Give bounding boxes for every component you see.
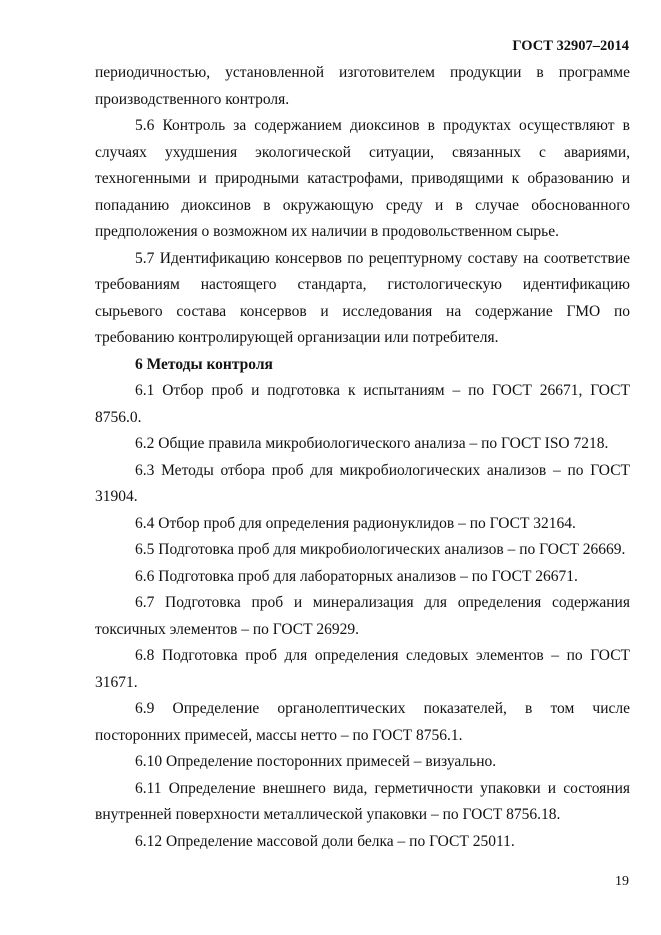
paragraph-6-6: 6.6 Подготовка проб для лабораторных анализов – по ГОСТ 26671. xyxy=(135,567,578,585)
paragraph-6-5: 6.5 Подготовка проб для микробиологических анализов – по ГОСТ 26669. xyxy=(135,541,626,558)
section-heading: 6 Методы контроля xyxy=(135,355,273,373)
paragraph-6-9: 6.9 Определение органолептических показателей, в том числе посторонних примесей, массы нетто – по ГОСТ 8756.1. xyxy=(95,700,630,744)
paragraph-6-7: 6.7 Подготовка проб и минерализация для определения содержания токсичных элементов – по ГОСТ 26929. xyxy=(95,594,630,638)
paragraph-5-7: 5.7 Идентификацию консервов по рецептурному составу на соответствие требованиям настоящего стандарта, гистологическую идентификацию сырьевого состава консервов и исследования на содержание ГМО по требованию контролирующей организации или потребителя. xyxy=(95,249,630,346)
document-body xyxy=(95,60,630,855)
paragraph-6-8: 6.8 Подготовка проб для определения следовых элементов – по ГОСТ 31671. xyxy=(95,647,630,691)
document-header: ГОСТ 32907–2014 xyxy=(512,38,629,54)
paragraph-6-2: 6.2 Общие правила микробиологического анализа – по ГОСТ ISO 7218. xyxy=(135,435,609,452)
paragraph-6-11: 6.11 Определение внешнего вида, герметичности упаковки и состояния внутренней поверхности металлической упаковки – по ГОСТ 8756.18. xyxy=(95,779,630,823)
paragraph-6-3: 6.3 Методы отбора проб для микробиологических анализов – по ГОСТ 31904. xyxy=(95,461,630,505)
paragraph-continuation: периодичностью, установленной изготовителем продукции в программе производственного контроля. xyxy=(95,64,630,108)
paragraph-6-1: 6.1 Отбор проб и подготовка к испытаниям – по ГОСТ 26671, ГОСТ 8756.0. xyxy=(95,382,630,426)
paragraph-6-10: 6.10 Определение посторонних примесей – визуально. xyxy=(135,753,497,770)
paragraph-6-12: 6.12 Определение массовой доли белка – по ГОСТ 25011. xyxy=(135,832,515,850)
paragraph-5-6: 5.6 Контроль за содержанием диоксинов в продуктах осуществляют в случаях ухудшения экологической ситуации, связанных с авариями, техногенными и природными катастрофами, приводящими к образованию и попаданию диоксинов в окружающую среду и в случае обоснованного предположения о возможном их наличии в продовольственном сырье. xyxy=(95,117,630,240)
page-number: 19 xyxy=(615,874,629,889)
paragraph-6-4: 6.4 Отбор проб для определения радионуклидов – по ГОСТ 32164. xyxy=(135,514,576,532)
